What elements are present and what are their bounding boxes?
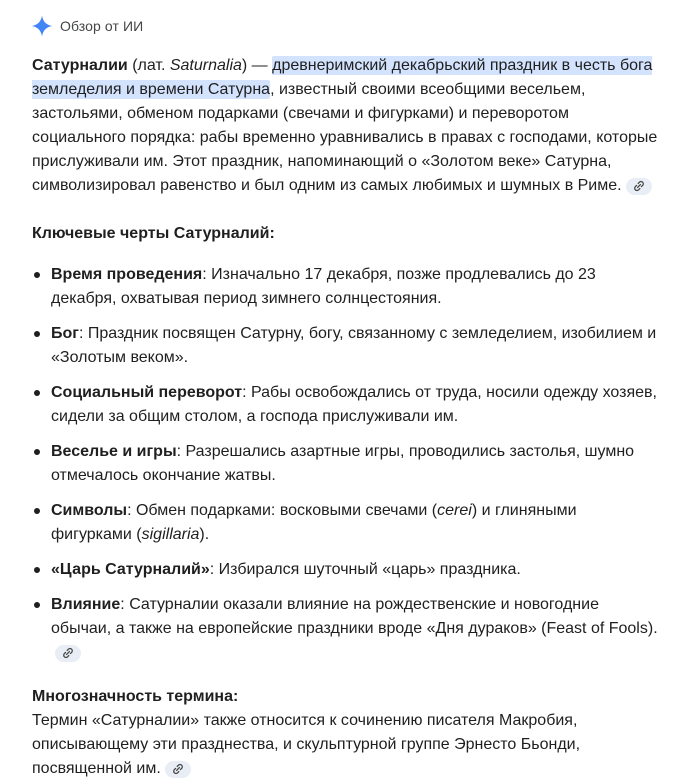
list-item bbox=[32, 558, 661, 582]
feature-title: Бог bbox=[51, 325, 79, 342]
intro-rest: , известный своими всеобщими весельем, застольями, обменом подарками (свечами и фигурками) и переворотом социального порядка: рабы временно уравнивались в правах с господами, которые прислуживали им. Этот праздник, напоминающий о «Золотом веке» Сатурна, символизировал равенство и был одним из самых любимых и шумных в Риме. bbox=[32, 81, 658, 194]
source-link-button[interactable] bbox=[55, 645, 81, 662]
feature-text: ). bbox=[199, 526, 210, 543]
sparkle-icon bbox=[30, 14, 54, 38]
intro-paragraph bbox=[32, 54, 661, 198]
features-list bbox=[32, 263, 661, 665]
ai-overview-header bbox=[30, 12, 661, 40]
feature-text: : Обмен подарками: восковыми свечами ( bbox=[127, 502, 438, 519]
ai-overview-title: Обзор от ИИ bbox=[60, 18, 144, 34]
feature-title: Время проведения bbox=[51, 266, 203, 283]
link-icon bbox=[62, 647, 74, 659]
feature-text: ) и глиняными фигурками ( bbox=[51, 502, 577, 543]
feature-title: Веселье и игры bbox=[51, 443, 177, 460]
link-icon bbox=[172, 763, 184, 775]
feature-text: : Праздник посвящен Сатурну, богу, связанному с земледелием, изобилием и «Золотым веком». bbox=[51, 325, 657, 366]
term-title: Многозначность термина: bbox=[32, 688, 239, 705]
feature-text: : Избирался шуточный «царь» праздника. bbox=[209, 561, 521, 578]
feature-text: : Изначально 17 декабря, позже продлевались до 23 декабря, охватывая период зимнего солнцестояния. bbox=[51, 266, 596, 307]
feature-text: : Разрешались азартные игры, проводились застолья, шумно отмечалось окончание жатвы. bbox=[51, 443, 635, 484]
features-title: Ключевые черты Сатурналий: bbox=[32, 225, 275, 242]
feature-text: : Рабы освобождались от труда, носили одежду хозяев, сидели за общим столом, а господа прислуживали им. bbox=[51, 384, 657, 425]
feature-title: Символы bbox=[51, 502, 128, 519]
feature-italic: sigillaria bbox=[141, 526, 200, 543]
term-text: Термин «Сатурналии» также относится к сочинению писателя Макробия, описывающему эти празднества, и скульптурной группе Эрнесто Бьонди, посвященной им. bbox=[32, 712, 581, 777]
feature-text: : Сатурналии оказали влияние на рождественские и новогодние обычаи, а также на европейские праздники вроде «Дня дураков» (Feast of Fools). bbox=[51, 596, 658, 637]
list-item bbox=[32, 322, 661, 370]
feature-title: Социальный переворот bbox=[51, 384, 243, 401]
term-paragraph bbox=[32, 709, 661, 781]
intro-paren-close: ) — bbox=[241, 57, 273, 74]
feature-italic: cerei bbox=[437, 502, 472, 519]
list-item bbox=[32, 263, 661, 311]
feature-title: «Царь Сатурналий» bbox=[51, 561, 210, 578]
link-icon bbox=[633, 180, 645, 192]
source-link-button[interactable] bbox=[626, 178, 652, 195]
intro-paren-open: (лат. bbox=[127, 57, 170, 74]
intro-term: Сатурналии bbox=[32, 57, 128, 74]
intro-highlight[interactable]: древнеримский декабрьский праздник в честь бога земледелия и времени Сатурна bbox=[32, 57, 653, 98]
list-item bbox=[32, 440, 661, 488]
feature-title: Влияние bbox=[51, 596, 121, 613]
list-item bbox=[32, 381, 661, 429]
list-item bbox=[32, 593, 661, 665]
intro-latin: Saturnalia bbox=[169, 57, 242, 74]
list-item bbox=[32, 499, 661, 547]
source-link-button[interactable] bbox=[165, 761, 191, 778]
